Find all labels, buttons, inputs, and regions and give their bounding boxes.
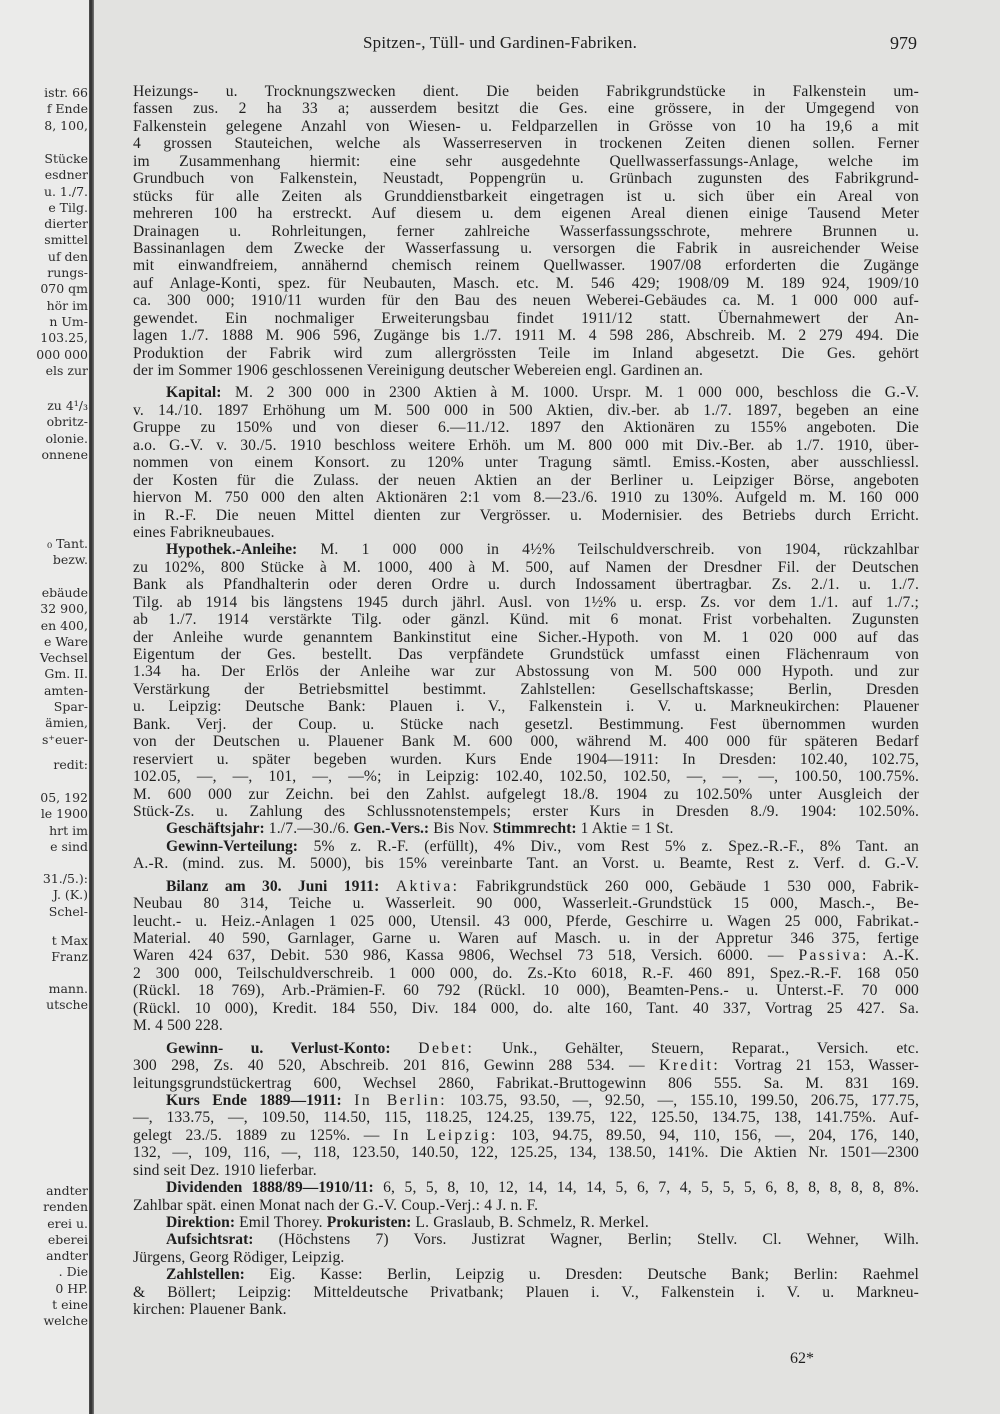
text-run: Waren 424 637, Debit. 530 986, Kassa 9806, Wechsel 73 518, Versich. 6000. —: [133, 947, 799, 965]
spaced-label: In Leipzig:: [393, 1126, 498, 1144]
margin-fragment-line: istr. 66: [44, 85, 88, 100]
margin-fragment-line: J. (K.): [52, 887, 88, 903]
text-line: [133, 913, 919, 930]
margin-fragment-line: 0 HP.: [55, 1280, 88, 1296]
margin-fragment-line: Gm. II.: [44, 666, 88, 682]
paragraph-plant-description: [133, 83, 919, 379]
text-line: [133, 576, 919, 593]
margin-fragment-line: u. 1./7.: [43, 183, 88, 199]
paragraph-hypothek-anleihe: [133, 541, 919, 820]
margin-fragment-line: olonie.: [45, 430, 88, 446]
text-run: 4 grossen Stauteichen, welche als Wasserreserven in trockenen Zeiten dienen sollen. Ferner: [133, 135, 919, 153]
text-line: [133, 1092, 919, 1109]
margin-fragment-line: s⁺euer-: [41, 731, 88, 747]
margin-fragment-line: ebäude: [41, 585, 88, 600]
margin-fragment-line: utsche: [46, 997, 88, 1013]
text-run: von der Deutschen u. Plauener Bank M. 600 000, während M. 400 000 für späteren Bedarf: [133, 733, 919, 751]
text-run: a.o. G.-V. v. 30./5. 1910 beschloss weitere Erhöh. um M. 800 000 mit Div.-Ber. ab 1./7. 1910, über-: [133, 436, 919, 454]
previous-page-margin: [0, 0, 90, 1414]
text-run: (Rückl. 10 000), Kredit. 184 550, Div. 184 000, do. alte 160, Tant. 40 337, Vortrag 25 427. Sa.: [133, 999, 919, 1017]
margin-fragment-line: 8, 100,: [44, 117, 88, 133]
text-line: [133, 947, 919, 964]
text-run: Bis Nov.: [429, 820, 493, 838]
margin-fragment-block: [44, 85, 88, 134]
margin-fragment-line: e Tilg.: [48, 199, 88, 215]
text-line: [133, 1040, 919, 1057]
margin-fragment-line: Stücke: [44, 151, 88, 166]
margin-fragment-line: 32 900,: [40, 601, 88, 617]
text-line: [133, 135, 919, 152]
margin-fragment-line: erei u.: [47, 1215, 88, 1231]
text-run: Heizungs- u. Trocknungszwecken dient. Die beiden Fabrikgrundstücke in Falkenstein um-: [133, 83, 919, 100]
margin-fragment-line: 070 qm: [40, 281, 88, 297]
text-line: [133, 362, 919, 379]
margin-fragment-line: 05, 192: [40, 790, 88, 805]
margin-fragment-line: welche: [43, 1313, 88, 1329]
margin-fragment-line: 000 000: [36, 346, 88, 362]
text-line: [133, 257, 919, 274]
text-line: [133, 292, 919, 309]
text-run: Neubau 80 314, Teiche u. Wasserleit. 90 000, Wasserleit.-Grundstück 15 000, Masch.-, Be-: [133, 895, 919, 913]
text-run: Jürgens, Georg Rödiger, Leipzig.: [133, 1248, 345, 1266]
margin-fragment-line: onnene: [41, 446, 88, 462]
text-line: [133, 223, 919, 240]
text-line: [133, 541, 919, 558]
text-run: Grundbuch von Falkenstein, Neustadt, Poppengrün u. Grünbach zugunsten des Fabrikgrund-: [133, 170, 919, 188]
margin-fragment-line: t Max: [51, 933, 88, 948]
margin-fragment-line: e Ware: [44, 633, 88, 649]
margin-fragment-block: [53, 757, 88, 773]
paragraph-geschaeftsjahr: [133, 820, 919, 837]
text-line: [133, 838, 919, 855]
text-run: Fabrikgrundstück 260 000, Gebäude 1 530 000, Fabrik-: [459, 877, 919, 895]
margin-fragment-line: zu 4¹/₃: [47, 398, 88, 413]
text-line: [133, 855, 919, 872]
margin-fragment-line: Schel-: [48, 903, 88, 919]
text-line: [133, 965, 919, 982]
text-run: 102.05, —, —, 101, —, —%; in Leipzig: 102.40, 102.50, 102.50, —, —, —, 100.50, 100.75%.: [133, 768, 919, 786]
paragraph-kurs-ende: [133, 1092, 919, 1179]
margin-fragment-line: Franz: [51, 949, 88, 965]
margin-fragment-line: obritz-: [46, 414, 88, 430]
text-line: [133, 1179, 919, 1196]
text-run: ca. 300 000; 1910/11 wurden für den Bau des neuen Weberei-Gebäudes ca. M. 1 000 000 auf-: [133, 292, 919, 310]
section-label: Prokuristen:: [326, 1214, 412, 1231]
margin-fragment-line: andter: [46, 1248, 88, 1264]
margin-fragment-line: Vechsel: [39, 650, 88, 666]
text-run: (Höchstens 7) Vors. Justizrat Wagner, Berlin; Stellv. Cl. Wehner, Wilh.: [253, 1231, 919, 1249]
text-line: [133, 1266, 919, 1283]
spaced-label: In Berlin:: [354, 1091, 448, 1109]
text-run: Vortrag 21 153, Wasser-: [720, 1057, 919, 1075]
section-label: Dividenden 1888/89—1910/11:: [166, 1179, 374, 1197]
text-line: [133, 982, 919, 999]
margin-fragment-line: uf den: [47, 248, 88, 264]
paragraph-direktion: [133, 1214, 919, 1231]
text-run: 6, 5, 5, 8, 10, 12, 14, 14, 14, 5, 6, 7, 4, 5, 5, 5, 6, 8, 8, 8, 8, 8, 8%.: [373, 1179, 919, 1197]
text-line: [133, 507, 919, 524]
text-run: der Anleihe wurde genanntem Bankinstitut eine Sicher.-Hypoth. von M. 1 020 000 auf das: [133, 628, 919, 646]
text-run: Falkenstein gelegene Anzahl von Wiesen- u. Feldparzellen in Grösse von 10 ha 19,6 a mit: [133, 117, 919, 135]
margin-fragment-line: smittel: [44, 232, 88, 248]
text-run: [391, 1040, 419, 1057]
paragraph-gewinn-verteilung: [133, 838, 919, 873]
text-run: Gruppe zu 150% und von dieser 6.—11./12. 1897 den Aktionären zu 155% angeboten. Die: [133, 419, 919, 437]
margin-fragment-line: els zur: [45, 362, 88, 378]
text-line: [133, 733, 919, 750]
text-line: [133, 345, 919, 362]
text-line: [133, 751, 919, 768]
text-run: 300 298, Zs. 40 520, Abschreib. 201 816, Gewinn 288 534. —: [133, 1057, 660, 1075]
text-run: A.-R. (mind. zus. M. 5000), bis 15% vereinbarte Tant. an Vorst. u. Beamte, Rest z. Verf. d. G.-V.: [133, 855, 919, 873]
text-run: 103.75, 93.50, —, 92.50, —, 155.10, 199.50, 206.75, 177.75,: [447, 1091, 919, 1109]
margin-fragment-line: f Ende: [46, 101, 88, 117]
section-label: Gen.-Vers.:: [353, 820, 430, 838]
page-number: 979: [890, 33, 917, 53]
text-run: Eig. Kasse: Berlin, Leipzig u. Dresden: Deutsche Bank; Berlin: Raehmel: [244, 1266, 919, 1284]
text-run: Unk., Gehälter, Steuern, Reparat., Versich. etc.: [474, 1039, 919, 1057]
text-run: im Zusammenhang hiermit: eine sehr ausgedehnte Quellwasserfassungs-Anlage, welche im: [133, 152, 919, 170]
text-line: [133, 1017, 919, 1034]
text-line: [133, 930, 919, 947]
text-run: 103, 94.75, 89.50, 94, 110, 156, —, 204, 176, 140,: [497, 1126, 919, 1144]
text-run: Bank als Pfandhalterin oder deren Ordre u. durch Indossament übertragbar. Zs. 2./1. u. 1./7.: [133, 576, 919, 594]
text-run: & Böllert; Leipzig: Mitteldeutsche Privatbank; Plauen i. V., Falkenstein i. V. u. Markneu-: [133, 1283, 919, 1301]
text-run: leitungsgrundstückertrag 600, Wechsel 2860, Fabrikat.-Bruttogewinn 806 555. Sa. M. 831 169.: [133, 1074, 919, 1092]
text-line: [133, 820, 919, 837]
text-run: u. Leipzig: Deutsche Bank: Plauen i. V., Falkenstein i. V. u. Markneukirchen: Plauener: [133, 698, 919, 716]
text-line: [133, 153, 919, 170]
text-line: [133, 1127, 919, 1144]
text-run: 5% z. R.-F. (erfüllt), 4% Div., vom Rest 5% z. Spez.-R.-F., 8% Tant. an: [297, 837, 919, 855]
text-run: Tilg. ab 1914 bis längstens 1945 durch jährl. Ausl. von 1½% u. ersp. Zs. vor dem 1./1. auf 1./7.;: [133, 593, 919, 611]
text-line: [133, 681, 919, 698]
text-run: A.-K.: [868, 947, 919, 965]
section-label: Zahlstellen:: [166, 1266, 245, 1284]
text-line: [133, 895, 919, 912]
spaced-label: Kredit:: [659, 1057, 721, 1075]
text-run: M. 4 500 228.: [133, 1017, 223, 1035]
text-line: [133, 1057, 919, 1074]
text-line: [133, 524, 919, 541]
margin-fragment-block: [42, 398, 88, 463]
text-line: [133, 83, 919, 100]
margin-fragment-line: amten-: [43, 682, 88, 698]
text-line: [133, 698, 919, 715]
margin-fragment-line: renden: [43, 1199, 88, 1215]
text-line: [133, 437, 919, 454]
text-line: [133, 1249, 919, 1266]
margin-fragment-line: andter: [46, 1183, 88, 1198]
text-run: leucht.- u. Heiz.-Anlagen 1 025 000, Utensil. 43 000, Pferde, Geschirre u. Wagen 25 000, Fabrikat.-: [133, 912, 919, 930]
margin-fragment-line: 31./5.):: [42, 871, 88, 886]
text-line: [133, 1144, 919, 1161]
text-run: Emil Thorey.: [235, 1214, 327, 1231]
text-line: [133, 1284, 919, 1301]
text-run: 132, —, 109, 116, —, 118, 123.50, 140.50, 122, 125.25, 134, 138.50, 141%. Die Aktien Nr. 1501—2300: [133, 1144, 919, 1162]
text-run: 1./7.—30./6.: [264, 820, 354, 838]
text-line: [133, 1000, 919, 1017]
text-run: fassen zus. 2 ha 33 a; ausserdem besitzt die Ges. eine grössere, in der Umgegend von: [133, 100, 919, 118]
margin-fragment-block: [51, 933, 88, 966]
text-run: stücks für alle Zeiten als Grunddienstbarkeit eingetragen ist u. sich über ein Areal von: [133, 187, 919, 205]
text-run: Verstärkung der Betriebsmittel bestimmt. Zahlstellen: Gesellschaftskasse; Berlin, Dresden: [133, 680, 919, 698]
text-line: [133, 1075, 919, 1092]
text-line: [133, 1231, 919, 1248]
body-text: [133, 83, 919, 1319]
text-line: [133, 594, 919, 611]
paragraph-bilanz: [133, 878, 919, 1035]
text-run: —, 133.75, —, 109.50, 114.50, 115, 118.25, 124.25, 139.75, 122, 125.50, 134.75, 138, 141.75%. Auf-: [133, 1109, 919, 1127]
margin-fragment-line: t eine: [52, 1297, 88, 1313]
text-line: [133, 716, 919, 733]
text-run: reserviert u. später begeben wurden. Kurs Ende 1904—1911: In Dresden: 102.40, 102.75,: [133, 750, 919, 768]
text-line: [133, 786, 919, 803]
margin-fragment-line: e sind: [50, 838, 88, 854]
margin-fragment-block: [36, 151, 88, 379]
paragraph-aufsichtsrat: [133, 1231, 919, 1266]
text-line: [133, 1214, 919, 1231]
text-run: L. Graslaub, B. Schmelz, R. Merkel.: [411, 1214, 649, 1231]
margin-fragment-line: n Um-: [49, 313, 88, 329]
text-run: [342, 1092, 355, 1109]
text-line: [133, 489, 919, 506]
text-run: gelegt 23./5. 1889 zu 125%. —: [133, 1126, 394, 1144]
section-label: Geschäftsjahr:: [166, 820, 265, 838]
text-line: [133, 170, 919, 187]
text-run: v. 14./10. 1897 Erhöhung um M. 500 000 in 500 Aktien, div.-ber. ab 1./7. 1897, begeben an eine: [133, 401, 919, 419]
margin-fragment-line: ämien,: [45, 715, 88, 731]
text-line: [133, 1109, 919, 1126]
margin-fragment-line: rungs-: [47, 265, 88, 281]
text-line: [133, 611, 919, 628]
text-run: der Kosten für die Zulass. der neuen Aktien an der Berliner u. Leipziger Börse, angeboten: [133, 471, 919, 489]
text-line: [133, 402, 919, 419]
text-run: hiervon M. 750 000 den alten Aktionären 2:1 vom 8.—23./6. 1910 zu 130%. Aufgeld m. M. 160 000: [133, 489, 919, 507]
margin-fragment-line: esdner: [44, 167, 88, 183]
text-run: Drainagen u. Rohrleitungen, ferner zahlreiche Wasserfassungsschrote, mehrere Brunnen u.: [133, 222, 919, 240]
margin-fragment-block: [43, 871, 88, 920]
paragraph-gewinn-verlust-konto: [133, 1040, 919, 1092]
margin-fragment-line: redit:: [53, 757, 88, 772]
text-run: M. 1 000 000 in 4½% Teilschuldverschreib. von 1904, rückzahlbar: [297, 541, 919, 559]
section-label: Stimmrecht:: [492, 820, 577, 838]
text-line: [133, 1197, 919, 1214]
text-run: kirchen: Plauener Bank.: [133, 1301, 287, 1319]
margin-fragment-line: mann.: [48, 981, 88, 996]
text-line: [133, 275, 919, 292]
text-run: mehreren 100 ha erstreckt. Auf diesem u. dem eigenen Areal dienen einige Tausend Meter: [133, 205, 919, 223]
margin-fragment-line: bezw.: [52, 552, 88, 568]
margin-fragment-block: [46, 981, 88, 1014]
section-label: Aufsichtsrat:: [166, 1231, 254, 1249]
text-line: [133, 327, 919, 344]
text-run: in R.-F. Die neuen Mittel dienten zur Vergrösser. u. Modernisier. des Betriebs durch Erricht.: [133, 506, 919, 524]
text-run: 2 300 000, Teilschuldverschreib. 1 000 000, do. Zs.-Kto 6018, R.-F. 460 891, Spez.-R.-F. 168 050: [133, 964, 919, 982]
text-line: [133, 240, 919, 257]
text-run: nommen von einem Konsort. zu 120% unter Tragung sämtl. Emiss.-Kosten, aber ausschliessl.: [133, 454, 919, 472]
paragraph-zahlstellen: [133, 1266, 919, 1318]
text-line: [133, 188, 919, 205]
text-line: [133, 472, 919, 489]
text-run: eines Fabrikneubaues.: [133, 523, 275, 541]
text-run: (Rückl. 18 769), Arb.-Prämien-F. 60 792 (Rückl. 10 000), Beamten-Pens.- u. Unterst.-F. 70 000: [133, 982, 919, 1000]
text-line: [133, 559, 919, 576]
section-label: Bilanz am 30. Juni 1911:: [166, 877, 380, 895]
running-head: Spitzen-, Tüll- und Gardinen-Fabriken.: [362, 33, 638, 52]
text-line: [133, 1301, 919, 1318]
margin-fragment-block: [40, 585, 88, 748]
text-run: 1 Aktie = 1 St.: [576, 820, 674, 838]
text-line: [133, 118, 919, 135]
text-line: [133, 205, 919, 222]
text-run: der im Sommer 1906 geschlossenen Vereinigung deutscher Webereien engl. Gardinen an.: [133, 362, 704, 379]
text-run: zu 102%, 800 Stücke à M. 1000, 400 à M. 500, auf Namen der Dresdner Fil. der Deutschen: [133, 558, 919, 576]
text-line: [133, 663, 919, 680]
text-run: Produktion der Fabrik wird zum allergrössten Teile im Inland abgesetzt. Die Ges. gehört: [133, 344, 919, 362]
section-label: Direktion:: [166, 1214, 236, 1231]
margin-fragment-line: 103.25,: [40, 330, 88, 346]
text-line: [133, 768, 919, 785]
margin-fragment-line: eberei: [47, 1231, 88, 1247]
margin-fragment-line: . Die: [58, 1264, 88, 1280]
margin-fragment-block: [40, 790, 88, 855]
text-run: 1.34 ha. Der Erlös der Anleihe war zur Abstossung von M. 500 000 Hypoth. und zur: [133, 663, 919, 681]
text-run: M. 600 000 zur Zeichn. bei den Zahlst. aufgelegt 18./8. 1904 zu 102.50% unter Ausgleich der: [133, 785, 919, 803]
section-label: Hypothek.-Anleihe:: [166, 541, 298, 559]
signature-mark: 62*: [790, 1350, 814, 1367]
text-line: [133, 878, 919, 895]
text-run: lagen 1./7. 1888 M. 906 596, Zugänge bis 1./7. 1911 M. 4 598 286, Abschreib. M. 2 279 494. Die: [133, 327, 919, 345]
margin-fragment-block: [43, 1183, 88, 1330]
spaced-label: Passiva:: [798, 947, 869, 965]
text-run: auf Anlage-Konti, spez. für Neubauten, Masch. etc. M. 546 429; 1908/09 M. 189 924, 1909/10: [133, 274, 919, 292]
text-line: [133, 419, 919, 436]
margin-fragment-block: [47, 536, 88, 569]
spaced-label: Aktiva:: [395, 877, 460, 895]
text-line: [133, 384, 919, 401]
text-line: [133, 454, 919, 471]
paragraph-kapital: [133, 384, 919, 541]
section-label: Gewinn-Verteilung:: [166, 837, 298, 855]
text-line: [133, 803, 919, 820]
margin-fragment-line: le 1900: [40, 806, 88, 822]
text-line: [133, 100, 919, 117]
text-run: [379, 878, 396, 895]
text-run: mit einwandfreiem, annähernd chemisch reinem Quellwasser. 1907/08 erforderten die Zugänge: [133, 257, 919, 275]
text-run: Material. 40 590, Garnlager, Garne u. Waren auf Masch. u. in der Appretur 346 375, fertige: [133, 930, 919, 947]
margin-fragment-line: hör im: [46, 297, 88, 313]
margin-fragment-line: ₀ Tant.: [47, 536, 88, 551]
text-line: [133, 310, 919, 327]
section-label: Kurs Ende 1889—1911:: [166, 1091, 342, 1109]
text-run: sind seit Dez. 1910 lieferbar.: [133, 1161, 317, 1179]
margin-fragment-line: dierter: [44, 216, 88, 232]
text-line: [133, 1162, 919, 1179]
margin-fragment-line: en 400,: [40, 617, 88, 633]
spaced-label: Debet:: [418, 1039, 475, 1057]
text-run: M. 2 300 000 in 2300 Aktien à M. 1000. Urspr. M. 1 000 000, beschloss die G.-V.: [221, 384, 919, 402]
paragraph-dividenden: [133, 1179, 919, 1214]
text-run: gewendet. Ein nochmaliger Erweiterungsbau findet 1911/12 statt. Übernahmewert der An-: [133, 309, 919, 327]
text-run: Bassinanlagen dem Zwecke der Wasserfassung u. versorgen die Fabrik in ausreichender Weise: [133, 239, 919, 257]
text-run: Stück-Zs. u. Zahlung des Schlussnotenstempels; erster Kurs in Dresden 8./9. 1904: 102.50%.: [133, 802, 919, 820]
text-run: Eigentum der Ges. bestellt. Das verpfändete Grundstück umfasst einen Flächenraum von: [133, 646, 919, 663]
text-run: ab 1./7. 1914 verstärkte Tilg. oder gänzl. Künd. mit 6 monat. Frist vorbehalten. Zugunsten: [133, 611, 919, 629]
text-run: Zahlbar spät. einen Monat nach der G.-V. Coup.-Verj.: 4 J. n. F.: [133, 1196, 539, 1214]
section-label: Gewinn- u. Verlust-Konto:: [166, 1039, 391, 1057]
text-run: Bank. Verj. der Coup. u. Stücke nach gesetzl. Bestimmung. Fest übernommen wurden: [133, 715, 919, 733]
margin-fragment-line: hrt im: [49, 822, 88, 838]
margin-fragment-line: Spar-: [53, 699, 88, 715]
text-line: [133, 646, 919, 663]
text-line: [133, 629, 919, 646]
section-label: Kapital:: [166, 384, 222, 402]
